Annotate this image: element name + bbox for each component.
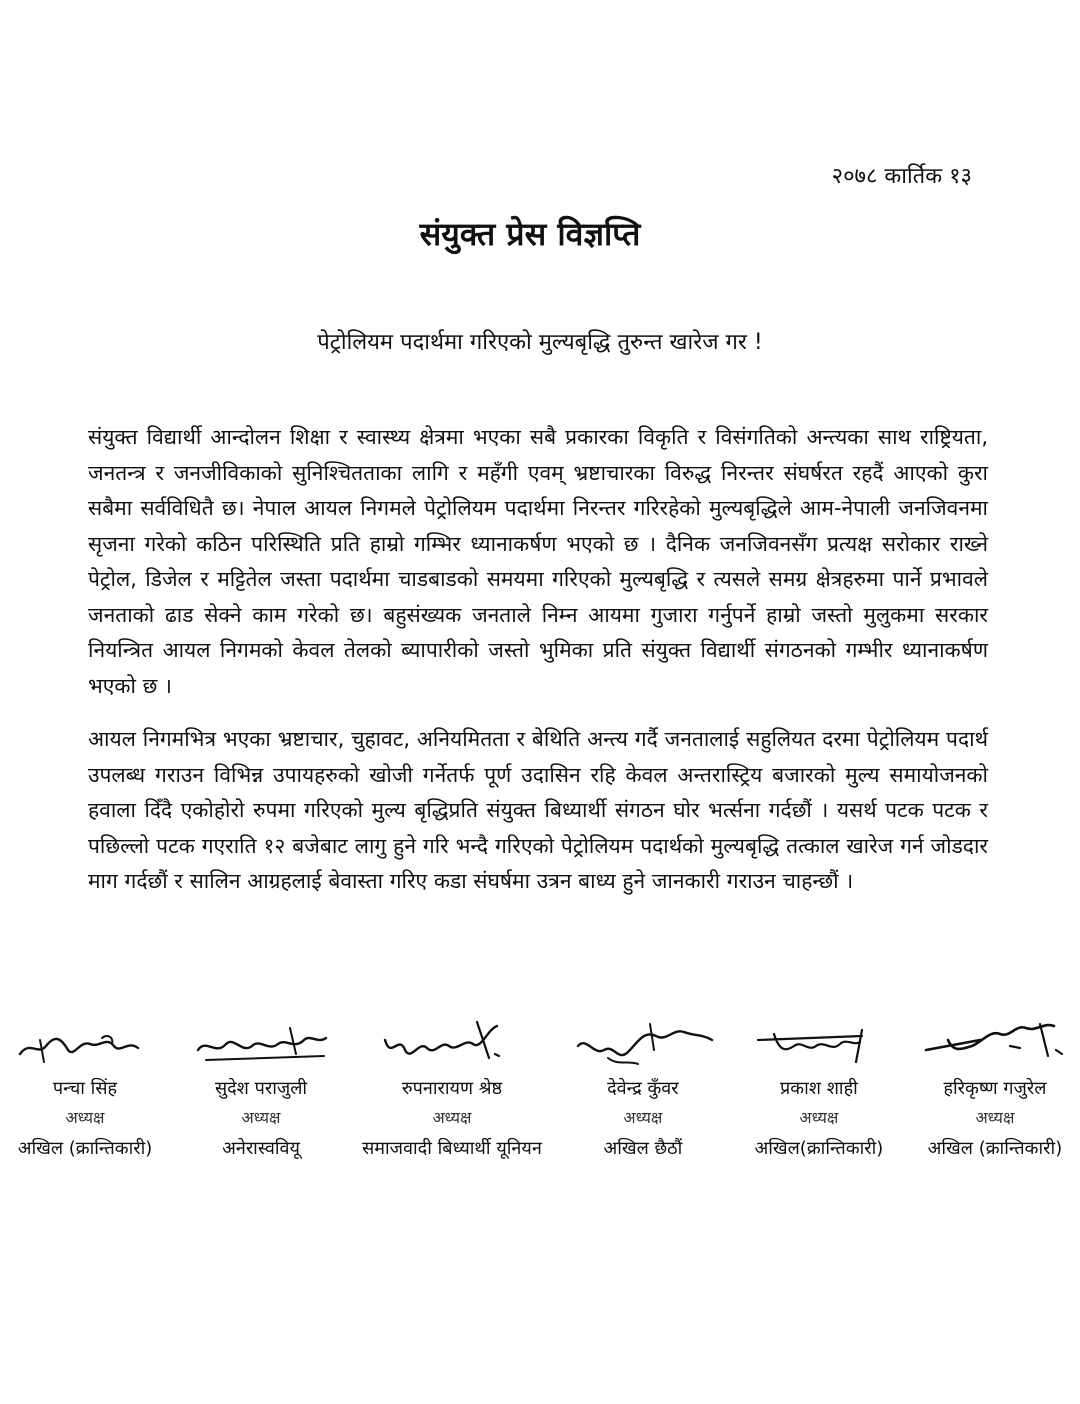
document-subtitle: पेट्रोलियम पदार्थमा गरिएको मुल्यबृद्धि तुरुन्त खारेज गर ! (317, 330, 763, 355)
signatories-block (10, 1010, 1070, 1160)
release-date: २०७८ कार्तिक १३ (831, 164, 972, 189)
signatory-org: अखिल (क्रान्तिकारी) (927, 1138, 1063, 1159)
signatory-org: अखिल (क्रान्तिकारी) (17, 1138, 153, 1159)
signatory-role: अध्यक्ष (799, 1108, 839, 1127)
signatory-name: पन्चा सिंह (52, 1078, 118, 1099)
document-title: संयुक्त प्रेस विज्ञप्ति (419, 215, 641, 253)
signatory-role: अध्यक्ष (975, 1108, 1015, 1127)
signatory-4 (568, 1010, 718, 1160)
signatory-role: अध्यक्ष (432, 1108, 472, 1127)
signatory-5 (744, 1010, 894, 1160)
signatory-role: अध्यक्ष (623, 1108, 663, 1127)
handwritten-signature-4 (568, 1010, 718, 1074)
body-paragraph-2: आयल निगमभित्र भएका भ्रष्टाचार, चुहावट, अनियमितता र बेथिति अन्त्य गर्दै जनतालाई सहुलियत दरमा पेट्रोलियम पदार्थ उपलब्ध गराउन विभिन्न उपायहरुको खोजी गर्नेतर्फ पूर्ण उदासिन रहि केवल अन्तरास्ट्रिय बजारको मुल्य समायोजनको हवाला दिँदै एकोहोरो रुपमा गरिएको मुल्य बृद्धिप्रति संयुक्त बिध्यार्थी संगठन घोर भर्त्सना गर्दछौं । यसर्थ पटक पटक र पछिल्लो पटक गएराति १२ बजेबाट लागु हुने गरि भन्दै गरिएको पेट्रोलियम पदार्थको मुल्यबृद्धि तत्काल खारेज गर्न जोडदार माग गर्दछौं र सालिन आग्रहलाई बेवास्ता गरिए कडा संघर्षमा उत्रन बाध्य हुने जानकारी गराउन चाहन्छौं । (88, 727, 988, 893)
document-body (88, 420, 988, 918)
handwritten-signature-5 (744, 1010, 894, 1074)
signatory-3 (362, 1010, 542, 1160)
signatory-name: प्रकाश शाही (780, 1078, 858, 1099)
signatory-6 (920, 1010, 1070, 1160)
signatory-org: अनेरास्ववियू (222, 1138, 300, 1159)
signatory-org: समाजवादी बिध्यार्थी यूनियन (362, 1138, 542, 1159)
handwritten-signature-1 (10, 1010, 160, 1074)
signatory-role: अध्यक्ष (241, 1108, 281, 1127)
signatory-name: हरिकृष्ण गजुरेल (943, 1078, 1047, 1099)
body-paragraph-1: संयुक्त विद्यार्थी आन्दोलन शिक्षा र स्वास्थ्य क्षेत्रमा भएका सबै प्रकारका विकृति र विसंगतिको अन्त्यका साथ राष्ट्रियता, जनतन्त्र र जनजीविकाको सुनिश्चितताका लागि र महँगी एवम् भ्रष्टाचारका विरुद्ध निरन्तर संघर्षरत रहदैं आएको कुरा सबैमा सर्वविधितै छ। नेपाल आयल निगमले पेट्रोलियम पदार्थमा निरन्तर गरिरहेको मुल्यबृद्धिले आम-नेपाली जनजिवनमा सृजना गरेको कठिन परिस्थिति प्रति हाम्रो गम्भिर ध्यानाकर्षण भएको छ । दैनिक जनजिवनसँग प्रत्यक्ष सरोकार राख्ने पेट्रोल, डिजेल र मट्टितेल जस्ता पदार्थमा चाडबाडको समयमा गरिएको मुल्यबृद्धि र त्यसले समग्र क्षेत्रहरुमा पार्ने प्रभावले जनताको ढाड सेक्ने काम गरेको छ। बहुसंख्यक जनताले निम्न आयमा गुजारा गर्नुपर्ने हाम्रो जस्तो मुलुकमा सरकार नियन्त्रित आयल निगमको केवल तेलको ब्यापारीको जस्तो भुमिका प्रति संयुक्त विद्यार्थी संगठनको गम्भीर ध्यानाकर्षण भएको छ । (88, 425, 988, 698)
signatory-name: देवेन्द्र कुँवर (607, 1078, 679, 1099)
signatory-2 (186, 1010, 336, 1160)
signatory-org: अखिल छैठौं (603, 1138, 683, 1159)
signatory-org: अखिल(क्रान्तिकारी) (754, 1138, 884, 1159)
signatory-name: रुपनारायण श्रेष्ठ (401, 1078, 503, 1099)
handwritten-signature-2 (186, 1010, 336, 1074)
signatory-name: सुदेश पराजुली (214, 1078, 308, 1099)
handwritten-signature-6 (920, 1010, 1070, 1074)
signatory-role: अध्यक्ष (65, 1108, 105, 1127)
handwritten-signature-3 (377, 1010, 527, 1074)
signatory-1 (10, 1010, 160, 1160)
